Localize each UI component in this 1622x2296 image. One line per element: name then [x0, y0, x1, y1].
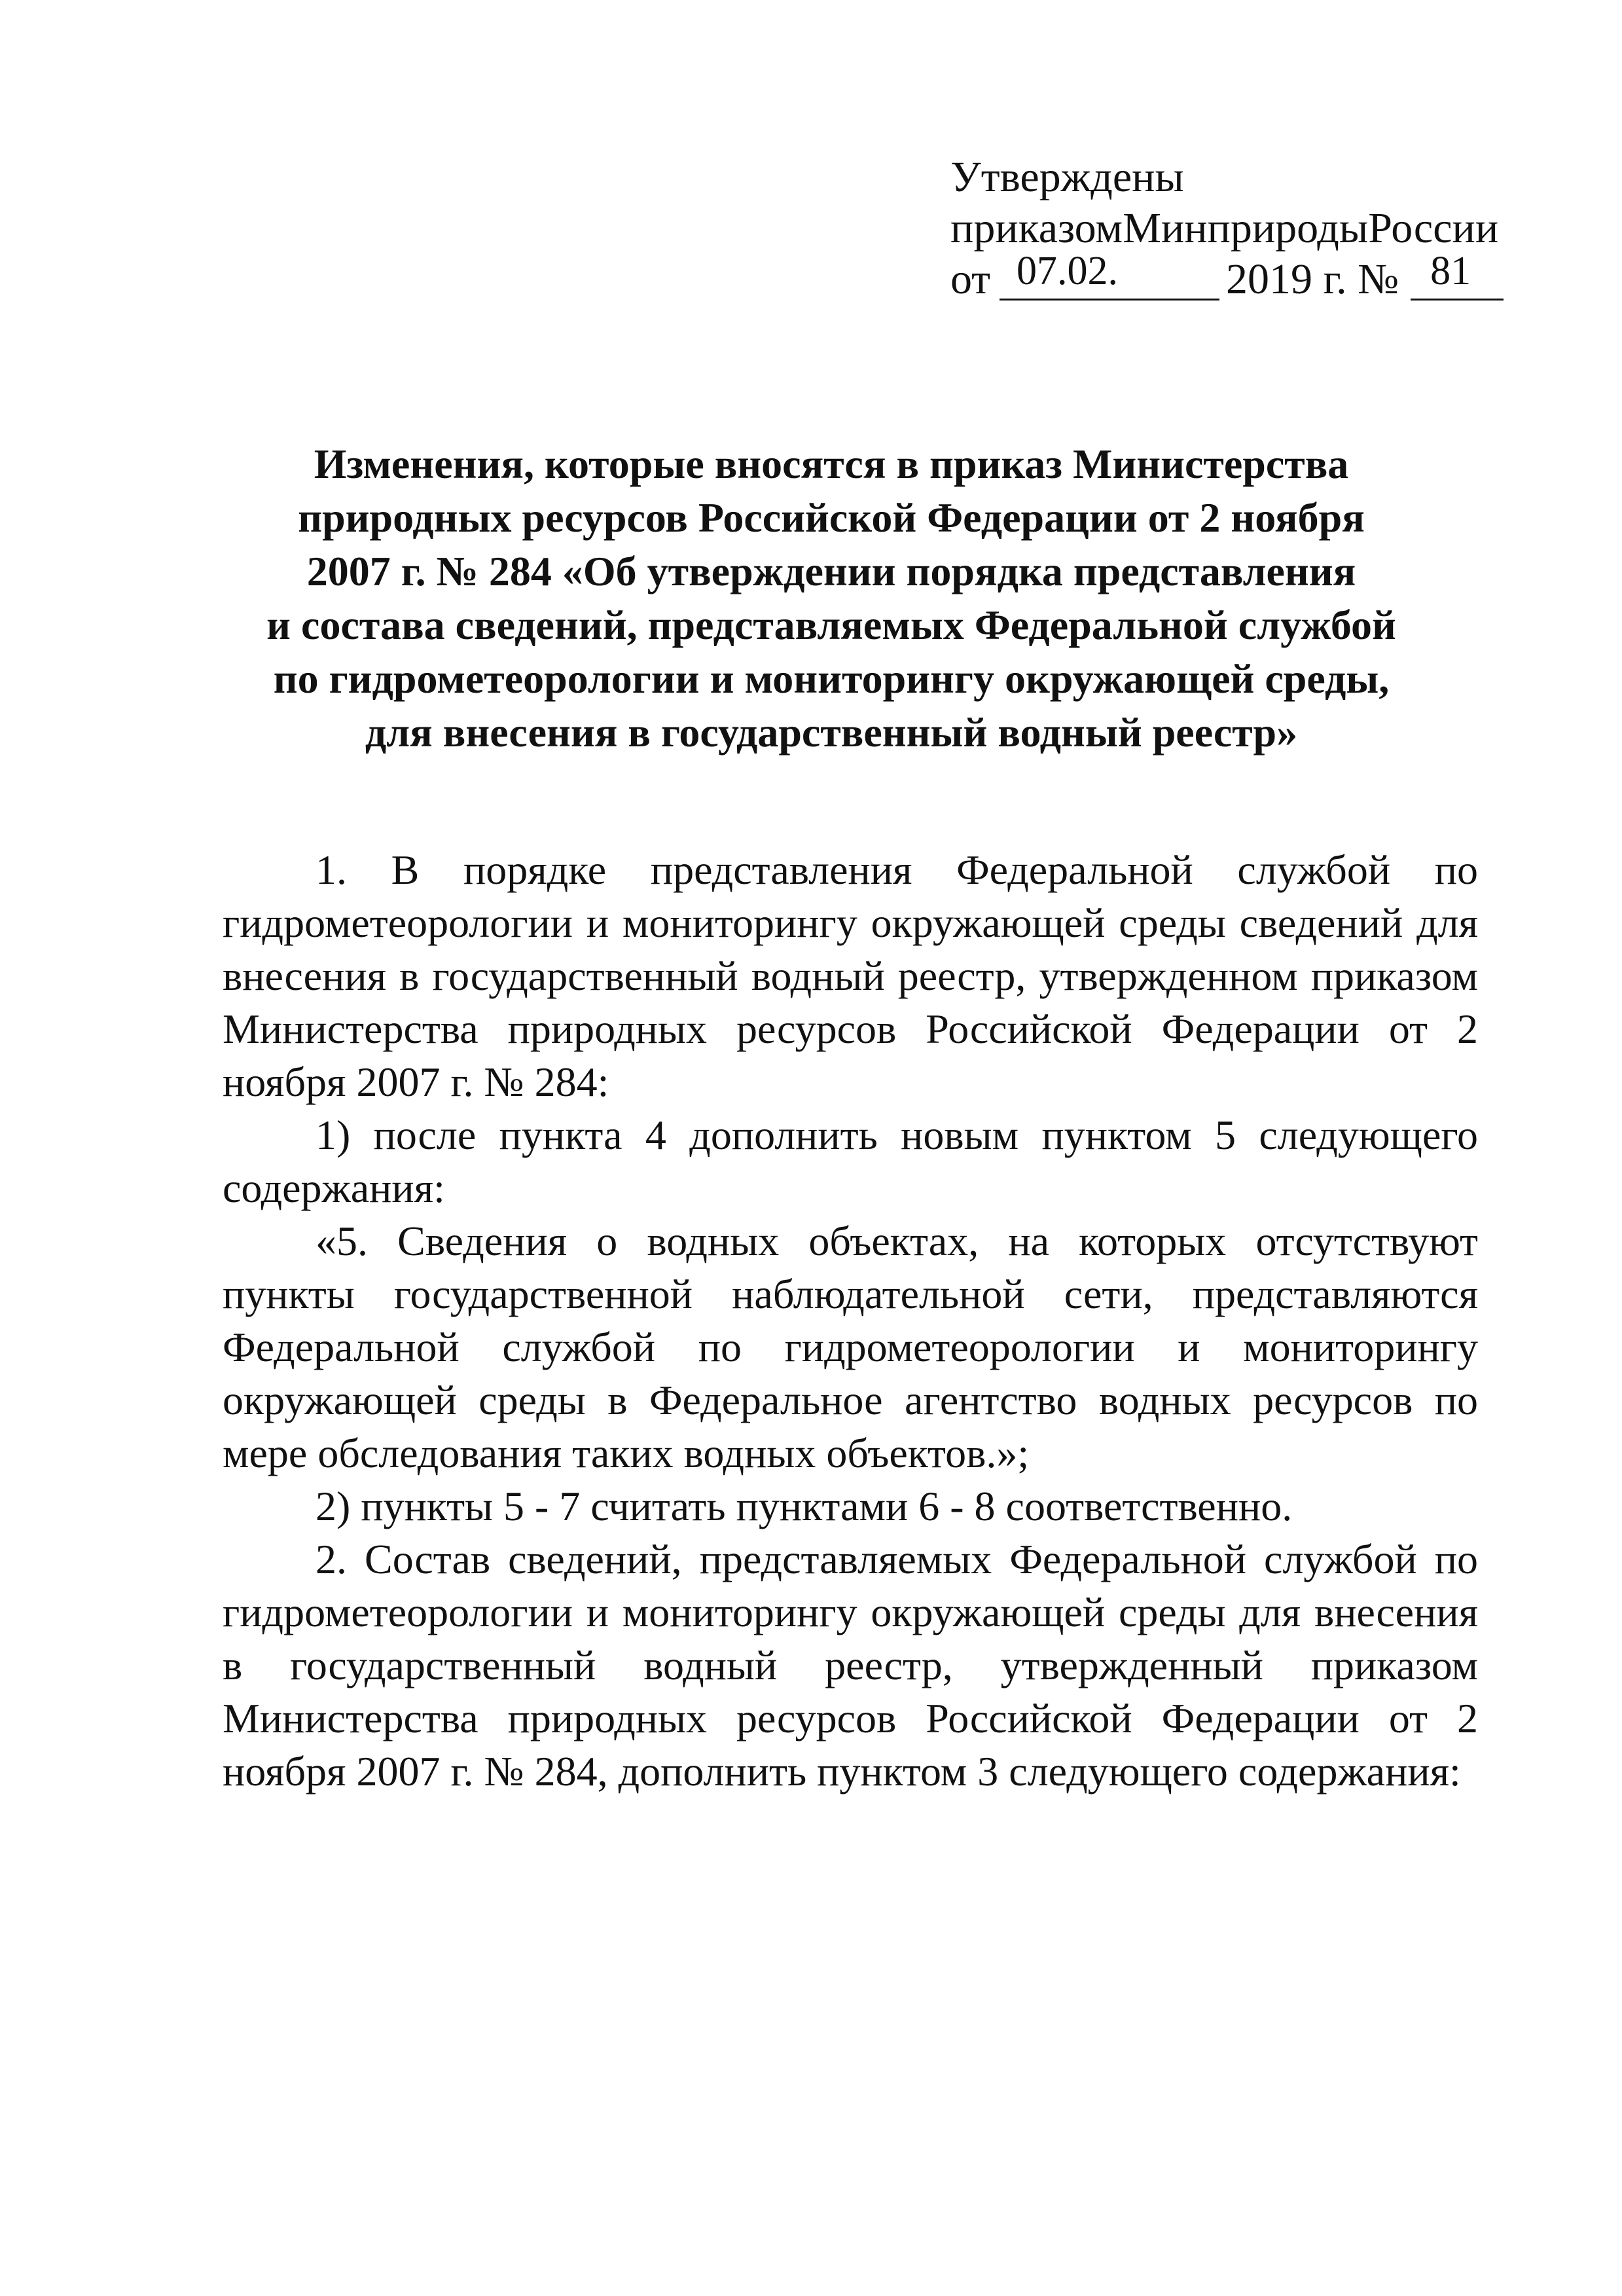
approval-order-line — [950, 203, 1499, 254]
paragraph-quote-5: «5. Сведения о водных объектах, на которых отсутствуют пункты государственной наблюдательной сети, представляются Федеральной службой по гидрометеорологии и мониторингу окружающей среды в Федеральное агентство водных ресурсов по мере обследования таких водных объектов.»; — [223, 1218, 1478, 1476]
paragraph-2: 2. Состав сведений, представляемых Федеральной службой по гидрометеорологии и мониторингу окружающей среды для внесения в государственный водный реестр, утвержденный приказом Министерства природных ресурсов Российской Федерации от 2 ноября 2007 г. № 284, дополнить пунктом 3 следующего содержания: — [223, 1536, 1478, 1795]
number-blank — [1411, 249, 1504, 301]
approval-word-ministry: Минприроды — [1123, 204, 1369, 252]
approval-block — [950, 152, 1499, 305]
document-title — [262, 437, 1401, 759]
approval-year: 2019 г. № — [1225, 255, 1399, 303]
approval-date-prefix: от — [950, 255, 990, 303]
title-line: природных ресурсов Российской Федерации от 2 ноября — [298, 494, 1365, 541]
handwritten-number: 81 — [1430, 249, 1471, 293]
document-body — [223, 843, 1478, 1798]
title-line: по гидрометеорологии и мониторингу окружающей среды, — [273, 655, 1390, 702]
title-line: Изменения, которые вносятся в приказ Министерства — [314, 441, 1349, 487]
approval-word-order: приказом — [950, 204, 1123, 252]
paragraph-1-item-1: 1) после пункта 4 дополнить новым пунктом 5 следующего содержания: — [223, 1112, 1478, 1211]
paragraph-1: 1. В порядке представления Федеральной службой по гидрометеорологии и мониторингу окружающей среды сведений для внесения в государственный водный реестр, утвержденном приказом Министерства природных ресурсов Российской Федерации от 2 ноября 2007 г. № 284: — [223, 847, 1478, 1105]
title-line: и состава сведений, представляемых Федеральной службой — [266, 602, 1396, 648]
date-blank — [1000, 249, 1219, 301]
paragraph-1-item-2: 2) пункты 5 - 7 считать пунктами 6 - 8 соответственно. — [315, 1483, 1293, 1529]
title-line: для внесения в государственный водный реестр» — [365, 709, 1298, 756]
approval-word-russia: России — [1368, 204, 1499, 252]
handwritten-date: 07.02. — [1016, 249, 1118, 293]
approval-date-line — [950, 249, 1487, 305]
approval-heading: Утверждены — [950, 153, 1184, 201]
title-line: 2007 г. № 284 «Об утверждении порядка представления — [306, 548, 1356, 594]
